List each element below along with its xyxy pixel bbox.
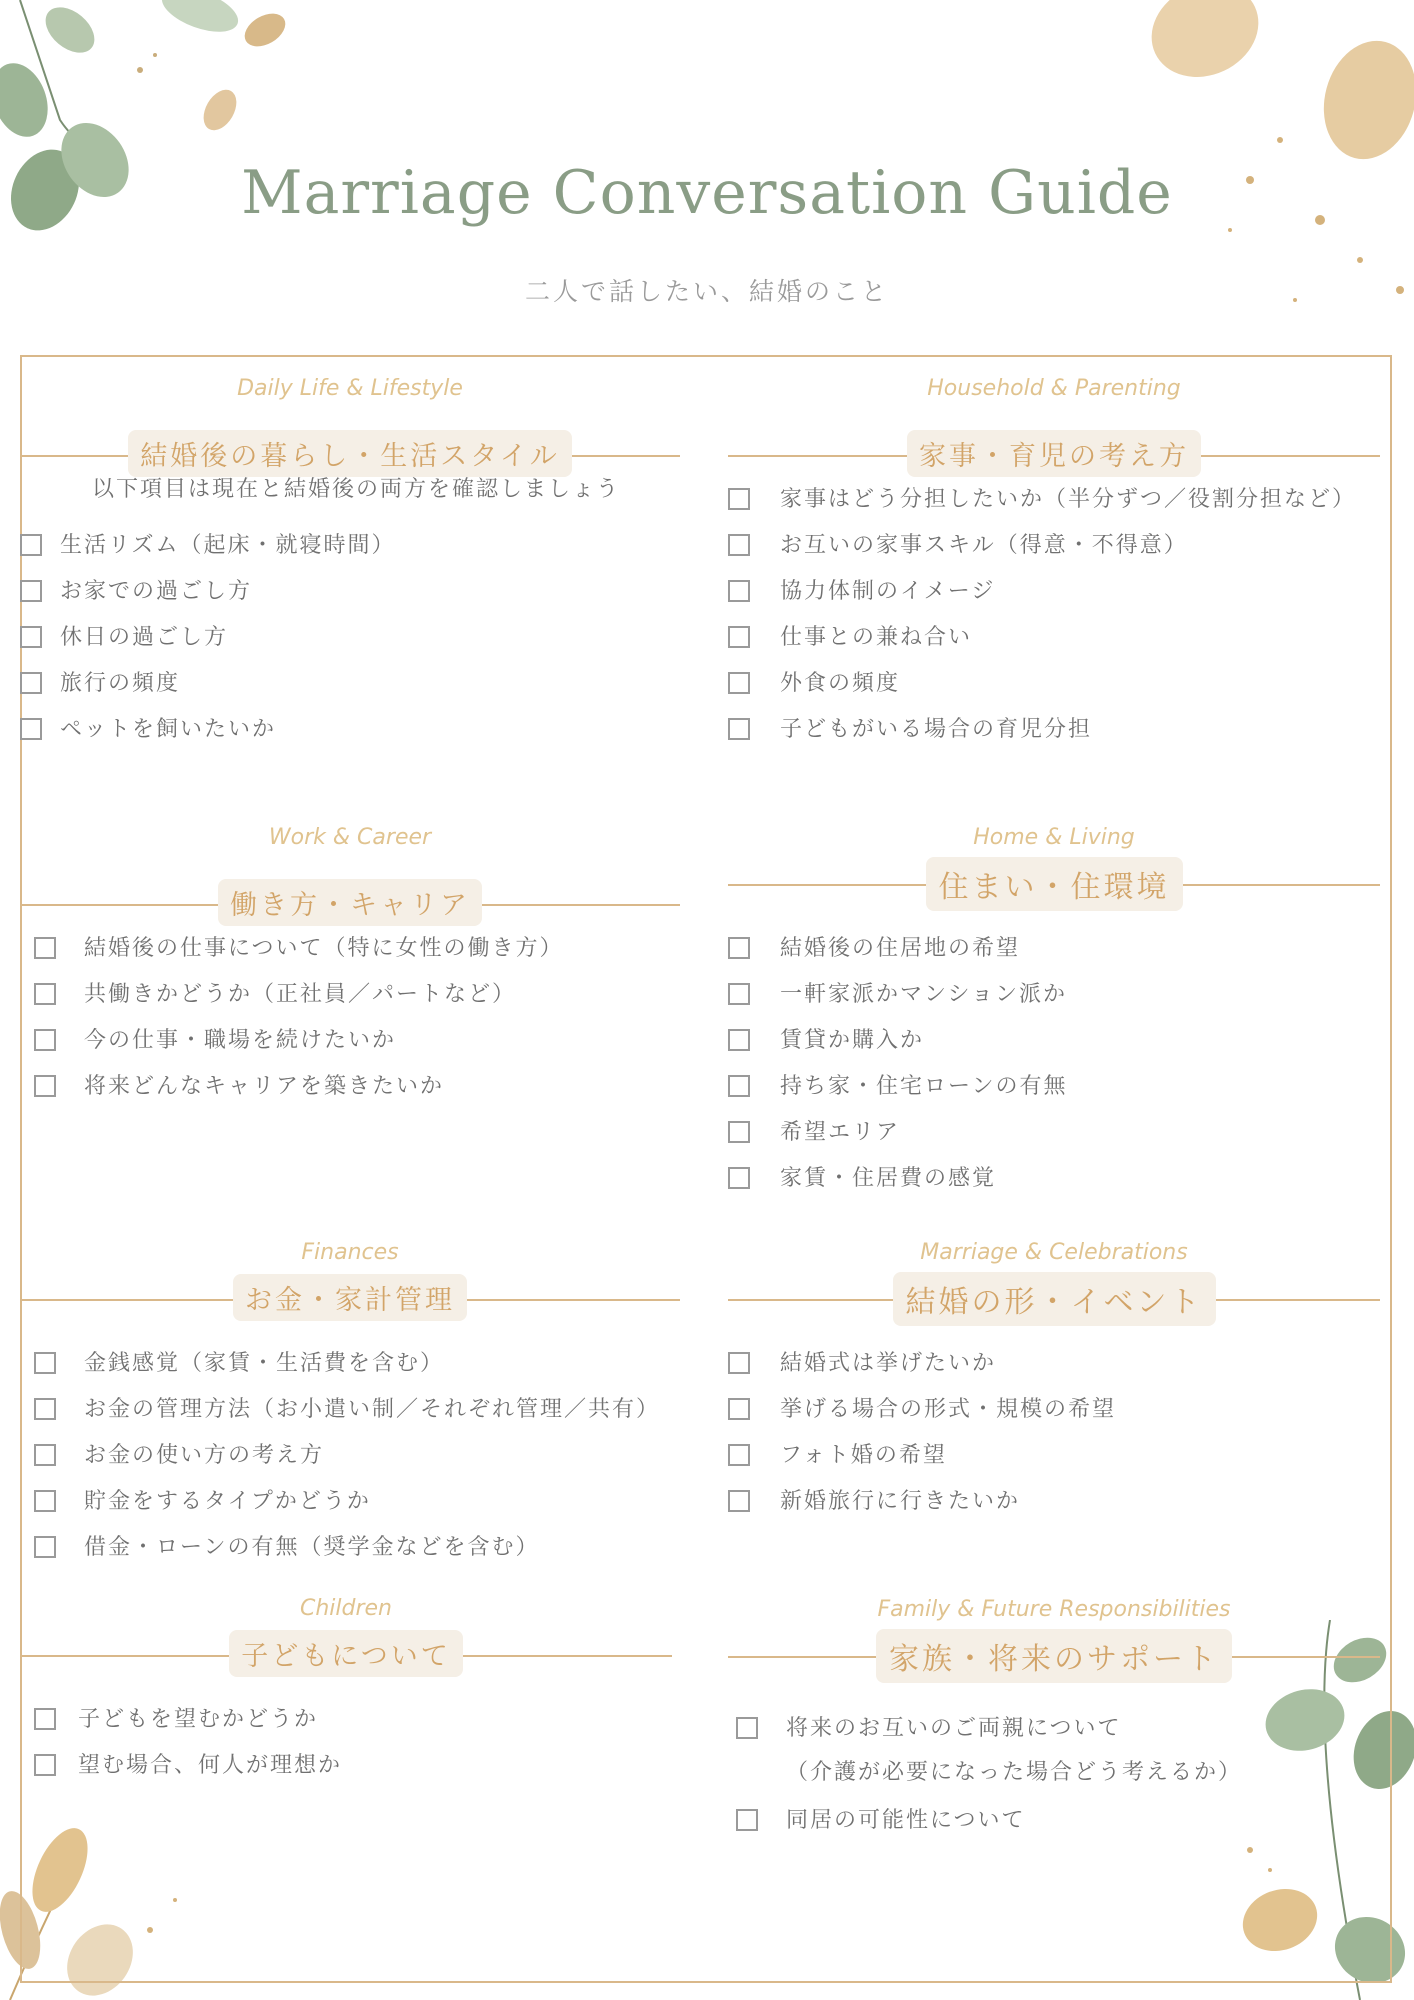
checkbox[interactable]	[728, 937, 750, 959]
checkbox[interactable]	[728, 580, 750, 602]
section-en-title: Children	[299, 1596, 393, 1621]
checkbox[interactable]	[736, 1717, 758, 1739]
section-children	[20, 1596, 672, 1796]
item-label: 共働きかどうか（正社員／パートなど）	[84, 982, 517, 1007]
item-label: 休日の過ごし方	[60, 625, 229, 650]
checkbox[interactable]	[34, 1398, 56, 1420]
section-family-future	[728, 1597, 1380, 1857]
checkbox[interactable]	[20, 534, 42, 556]
section-en-title: Daily Life & Lifestyle	[237, 376, 463, 401]
checkbox[interactable]	[20, 580, 42, 602]
item-label: 子どもがいる場合の育児分担	[780, 717, 1093, 742]
item-label: 新婚旅行に行きたいか	[780, 1489, 1021, 1514]
checkbox[interactable]	[34, 1444, 56, 1466]
item-label: 今の仕事・職場を続けたいか	[84, 1028, 397, 1053]
item-label: 希望エリア	[780, 1120, 901, 1145]
section-note: 以下項目は現在と結婚後の両方を確認しましょう	[92, 477, 621, 502]
item-label: 外食の頻度	[780, 671, 901, 696]
checkbox[interactable]	[34, 1536, 56, 1558]
checkbox[interactable]	[34, 1352, 56, 1374]
checkbox[interactable]	[34, 1029, 56, 1051]
checkbox[interactable]	[34, 1754, 56, 1776]
item-label: 将来どんなキャリアを築きたいか	[84, 1074, 445, 1099]
item-label: ペットを飼いたいか	[60, 717, 277, 742]
checkbox[interactable]	[20, 718, 42, 740]
section-jp-title: 住まい・住環境	[926, 857, 1183, 911]
checkbox[interactable]	[728, 1167, 750, 1189]
page-title: Marriage Conversation Guide	[241, 158, 1173, 228]
section-en-title: Family & Future Responsibilities	[877, 1597, 1231, 1622]
item-label: 仕事との兼ね合い	[780, 625, 973, 650]
item-label: 生活リズム（起床・就寝時間）	[60, 533, 396, 558]
checkbox[interactable]	[728, 534, 750, 556]
checkbox[interactable]	[728, 672, 750, 694]
section-work-career	[20, 825, 680, 1125]
checkbox[interactable]	[728, 1398, 750, 1420]
checkbox[interactable]	[728, 488, 750, 510]
section-home-living	[728, 825, 1380, 1205]
checkbox[interactable]	[728, 1352, 750, 1374]
item-label: 金銭感覚（家賃・生活費を含む）	[84, 1351, 445, 1376]
checkbox[interactable]	[20, 626, 42, 648]
section-en-title: Work & Career	[268, 825, 432, 850]
item-label: お金の使い方の考え方	[84, 1443, 325, 1468]
item-label: 結婚後の住居地の希望	[780, 936, 1021, 961]
item-label: 貯金をするタイプかどうか	[84, 1489, 371, 1514]
item-label: 協力体制のイメージ	[780, 579, 996, 604]
item-continuation: （介護が必要になった場合どう考えるか）	[786, 1760, 1243, 1785]
checkbox[interactable]	[728, 626, 750, 648]
item-label: 将来のお互いのご両親について	[786, 1716, 1122, 1741]
item-label: 結婚式は挙げたいか	[780, 1351, 997, 1376]
item-label: 望む場合、何人が理想か	[78, 1753, 343, 1778]
item-label: 賃貸か購入か	[780, 1028, 925, 1053]
section-daily-life	[20, 376, 680, 756]
section-jp-title: 結婚後の暮らし・生活スタイル	[128, 430, 571, 477]
page-subtitle: 二人で話したい、結婚のこと	[524, 277, 889, 306]
item-label: お金の管理方法（お小遣い制／それぞれ管理／共有）	[84, 1397, 661, 1422]
item-label: 持ち家・住宅ローンの有無	[780, 1074, 1068, 1099]
checkbox[interactable]	[20, 672, 42, 694]
section-jp-title: 働き方・キャリア	[218, 879, 482, 926]
section-jp-title: お金・家計管理	[233, 1274, 467, 1321]
checkbox[interactable]	[728, 1121, 750, 1143]
item-label: 同居の可能性について	[786, 1808, 1026, 1833]
section-finances	[20, 1240, 680, 1580]
item-label: 借金・ローンの有無（奨学金などを含む）	[84, 1535, 540, 1560]
item-label: フォト婚の希望	[780, 1443, 947, 1468]
checkbox[interactable]	[728, 1490, 750, 1512]
item-label: お互いの家事スキル（得意・不得意）	[780, 533, 1188, 558]
section-marriage-celebrations	[728, 1240, 1380, 1560]
section-en-title: Finances	[301, 1240, 399, 1265]
item-label: お家での過ごし方	[60, 579, 253, 604]
item-label: 家賃・住居費の感覚	[780, 1166, 997, 1191]
checkbox[interactable]	[736, 1809, 758, 1831]
section-jp-title: 子どもについて	[229, 1630, 462, 1677]
checkbox[interactable]	[728, 718, 750, 740]
checkbox[interactable]	[728, 1444, 750, 1466]
item-label: 家事はどう分担したいか（半分ずつ／役割分担など）	[780, 487, 1357, 512]
item-label: 子どもを望むかどうか	[78, 1707, 319, 1732]
checkbox[interactable]	[34, 1075, 56, 1097]
section-jp-title: 結婚の形・イベント	[893, 1272, 1216, 1326]
checkbox[interactable]	[34, 1490, 56, 1512]
section-en-title: Home & Living	[973, 825, 1135, 850]
section-en-title: Household & Parenting	[927, 376, 1181, 401]
section-en-title: Marriage & Celebrations	[920, 1240, 1188, 1265]
section-jp-title: 家族・将来のサポート	[876, 1629, 1232, 1683]
checkbox[interactable]	[34, 1708, 56, 1730]
checkbox[interactable]	[728, 983, 750, 1005]
checkbox[interactable]	[34, 937, 56, 959]
item-label: 旅行の頻度	[60, 671, 181, 696]
checkbox[interactable]	[728, 1029, 750, 1051]
item-label: 一軒家派かマンション派か	[780, 982, 1068, 1007]
section-household-parenting	[728, 376, 1380, 756]
section-jp-title: 家事・育児の考え方	[907, 430, 1201, 477]
checkbox[interactable]	[728, 1075, 750, 1097]
item-label: 結婚後の仕事について（特に女性の働き方）	[84, 936, 564, 961]
checkbox[interactable]	[34, 983, 56, 1005]
item-label: 挙げる場合の形式・規模の希望	[780, 1397, 1117, 1422]
